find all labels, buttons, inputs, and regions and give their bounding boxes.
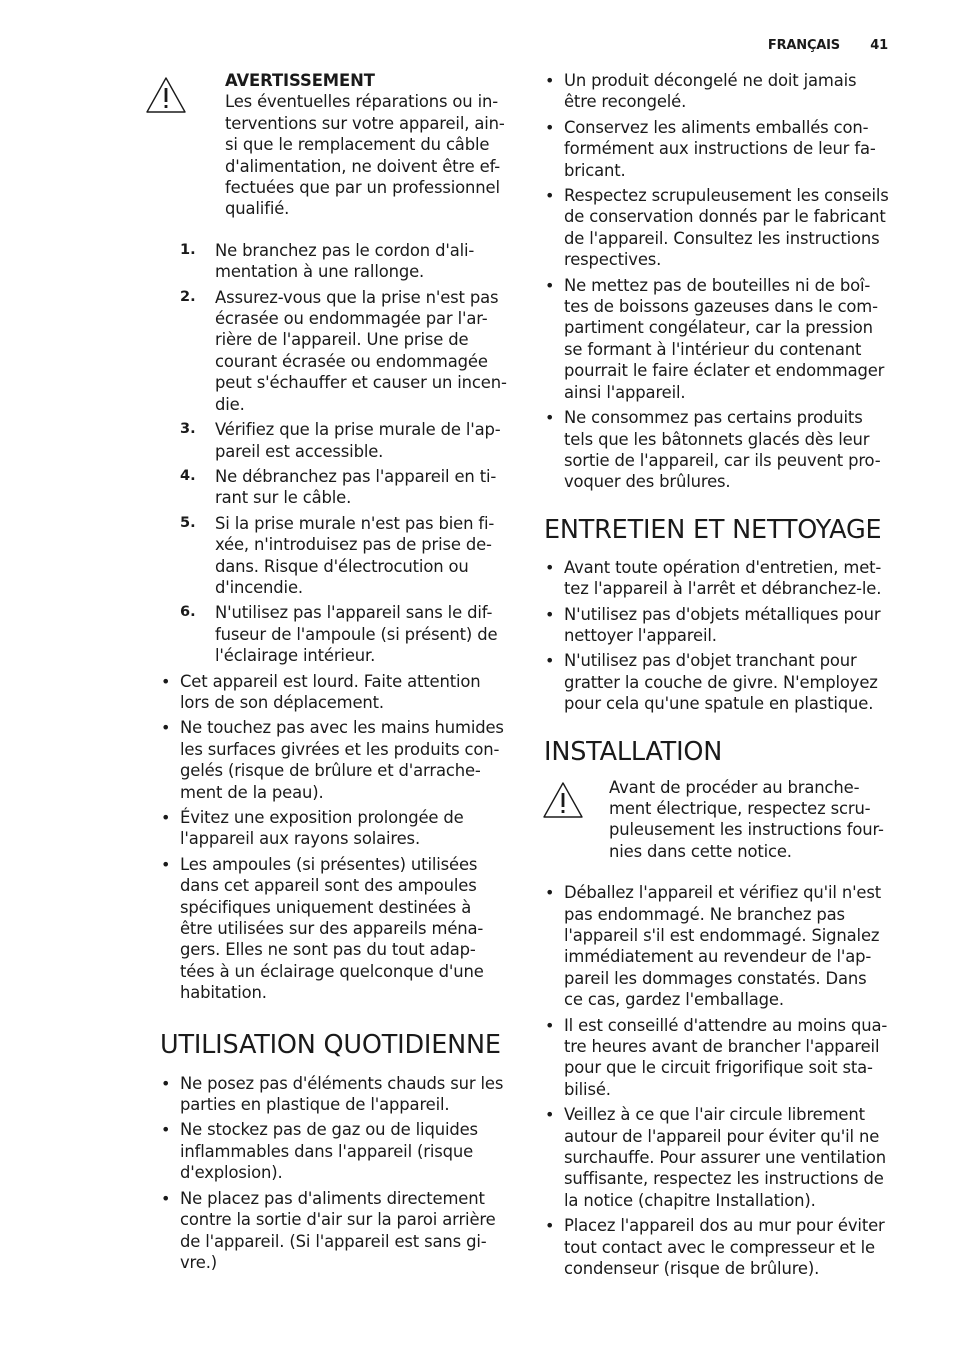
bullet-list: [544, 557, 898, 715]
item-text: Un produit décongelé ne doit jamais être recongelé.: [564, 71, 857, 112]
bullet-icon: •: [545, 1105, 555, 1125]
bullet-icon: •: [161, 854, 171, 874]
bullet-icon: •: [545, 1015, 555, 1035]
bullet-icon: •: [161, 718, 171, 738]
list-item: [160, 807, 514, 850]
warning-text: Les éventuelles réparations ou in- terventions sur votre appareil, ain- si que le remplacement du câble d'alimentation, ne doivent être ef- fectuées que par un professionnel qualifié.: [225, 92, 505, 219]
item-text: Ne stockez pas de gaz ou de liquides inflammables dans l'appareil (risque d'explosion).: [180, 1120, 478, 1183]
bullet-list: [544, 882, 898, 1279]
item-number: 4.: [180, 467, 196, 484]
item-text: Ne mettez pas de bouteilles ni de boî- tes de boissons gazeuses dans le com- partiment congélateur, car la pression se formant à l'intérieur du contenant pourrait le faire éclater et endommager ainsi l'appareil.: [564, 275, 885, 402]
item-text: Placez l'appareil dos au mur pour éviter tout contact avec le compresseur et le condenseur (risque de brûlure).: [564, 1216, 885, 1279]
bullet-icon: •: [161, 671, 171, 691]
list-item: [544, 275, 898, 403]
list-item: [544, 407, 898, 493]
item-text: Cet appareil est lourd. Faite attention lors de son déplacement.: [180, 671, 481, 712]
item-text: Si la prise murale n'est pas bien fi- xée, n'introduisez pas de prise de- dans. Risque d'électrocution ou d'incendie.: [215, 513, 495, 597]
list-item: [160, 240, 514, 283]
item-text: Ne débranchez pas l'appareil en ti- rant sur le câble.: [215, 466, 497, 508]
bullet-list: [160, 1073, 514, 1274]
warning-title: AVERTISSEMENT: [225, 71, 375, 90]
right-column: [544, 70, 898, 1284]
list-item: [544, 185, 898, 271]
bullet-icon: •: [545, 651, 555, 671]
list-item: [160, 513, 514, 599]
list-item: [544, 650, 898, 714]
item-number: 3.: [180, 421, 196, 438]
item-number: 6.: [180, 604, 196, 621]
section-title-cleaning: ENTRETIEN ET NETTOYAGE: [544, 514, 882, 545]
bullet-icon: •: [161, 1073, 171, 1093]
list-item: [160, 671, 514, 714]
list-item: [160, 717, 514, 803]
item-text: Ne branchez pas le cordon d'ali- mentation à une rallonge.: [215, 240, 475, 282]
bullet-icon: •: [545, 604, 555, 624]
list-item: [544, 882, 898, 1010]
page-header: [768, 38, 888, 53]
item-number: 5.: [180, 514, 196, 531]
item-text: Vérifiez que la prise murale de l'ap- pareil est accessible.: [215, 420, 501, 461]
item-text: N'utilisez pas d'objets métalliques pour nettoyer l'appareil.: [564, 604, 881, 645]
warning-block: [160, 70, 514, 220]
list-item: [544, 1015, 898, 1101]
bullet-list: [160, 671, 514, 1004]
warning-triangle-icon: [145, 76, 187, 114]
list-item: [160, 1119, 514, 1183]
item-text: Ne posez pas d'éléments chauds sur les parties en plastique de l'appareil.: [180, 1073, 504, 1115]
item-text: Veillez à ce que l'air circule librement autour de l'appareil pour éviter qu'il ne surchauffe. Pour assurer une ventilation suffisante, respectez les instructions de la notice (chapitre Installation).: [564, 1105, 886, 1210]
bullet-icon: •: [545, 117, 555, 137]
list-item: [544, 557, 898, 600]
list-item: [544, 604, 898, 647]
list-item: [160, 854, 514, 1004]
list-item: [544, 70, 898, 113]
item-text: N'utilisez pas d'objet tranchant pour gratter la couche de givre. N'employez pour cela qu'une spatule en plastique.: [564, 651, 878, 714]
item-text: Ne touchez pas avec les mains humides les surfaces givrées et les produits con- gelés (risque de brûlure et d'arrache- ment de la peau).: [180, 718, 504, 802]
item-text: Ne placez pas d'aliments directement contre la sortie d'air sur la paroi arrière de l'appareil. (Si l'appareil est sans gi- vre.): [180, 1188, 496, 1272]
item-text: Déballez l'appareil et vérifiez qu'il n'est pas endommagé. Ne branchez pas l'appareil s'il est endommagé. Signalez immédiatement au revendeur de l'ap- pareil les dommages constatés. Dans ce cas, gardez l'emballage.: [564, 883, 882, 1010]
bullet-icon: •: [545, 883, 555, 903]
item-text: Ne consommez pas certains produits tels que les bâtonnets glacés dès leur sortie de l'appareil, car ils peuvent pro- voquer des brûlures.: [564, 408, 881, 492]
section-title-daily-use: UTILISATION QUOTIDIENNE: [160, 1029, 501, 1060]
bullet-icon: •: [545, 71, 555, 90]
item-number: 2.: [180, 288, 196, 305]
item-text: Avant toute opération d'entretien, met- tez l'appareil à l'arrêt et débranchez-le.: [564, 557, 882, 599]
list-item: [544, 117, 898, 181]
bullet-icon: •: [161, 1188, 171, 1208]
item-text: Respectez scrupuleusement les conseils de conservation donnés par le fabricant de l'appareil. Consultez les instructions respectives.: [564, 186, 889, 270]
page-number: 41: [870, 38, 888, 53]
section-title-installation: INSTALLATION: [544, 736, 723, 767]
list-item: [160, 287, 514, 415]
bullet-icon: •: [161, 1120, 171, 1140]
item-text: Conservez les aliments emballés con- formément aux instructions de leur fa- bricant.: [564, 117, 876, 180]
bullet-icon: •: [161, 808, 171, 827]
list-item: [160, 466, 514, 509]
bullet-icon: •: [545, 275, 555, 295]
list-item: [160, 602, 514, 666]
bullet-icon: •: [545, 557, 555, 577]
numbered-list: [160, 240, 514, 667]
warning-triangle-icon: [542, 781, 584, 819]
warning-block: [544, 777, 898, 863]
item-text: Évitez une exposition prolongée de l'appareil aux rayons solaires.: [180, 808, 464, 849]
item-number: 1.: [180, 241, 196, 258]
item-text: Les ampoules (si présentes) utilisées dans cet appareil sont des ampoules spécifiques uniquement destinées à être utilisées sur des appareils ména- gers. Elles ne sont pas du tout adap- tées à un éclairage quelconque d'une habitation.: [180, 854, 484, 1003]
bullet-icon: •: [545, 1216, 555, 1236]
bullet-icon: •: [545, 186, 555, 206]
list-item: [160, 1073, 514, 1116]
item-text: N'utilisez pas l'appareil sans le dif- fuseur de l'ampoule (si présent) de l'éclairage intérieur.: [215, 603, 498, 666]
list-item: [544, 1104, 898, 1211]
list-item: [160, 419, 514, 462]
warning-text: Avant de procéder au branche- ment électrique, respectez scru- puleusement les instructions four- nies dans cette notice.: [609, 777, 884, 861]
header-language: FRANÇAIS: [767, 38, 840, 53]
left-column: [160, 70, 514, 1277]
list-item: [160, 1188, 514, 1274]
bullet-list: [544, 70, 898, 493]
item-text: Assurez-vous que la prise n'est pas écrasée ou endommagée par l'ar- rière de l'appareil. Une prise de courant écrasée ou endommagée peut s'échauffer et causer un incen- die.: [215, 287, 507, 414]
list-item: [544, 1215, 898, 1279]
bullet-icon: •: [545, 408, 555, 428]
item-text: Il est conseillé d'attendre au moins qua- tre heures avant de brancher l'appareil pour que le circuit frigorifique soit sta- bilisé.: [564, 1015, 888, 1099]
